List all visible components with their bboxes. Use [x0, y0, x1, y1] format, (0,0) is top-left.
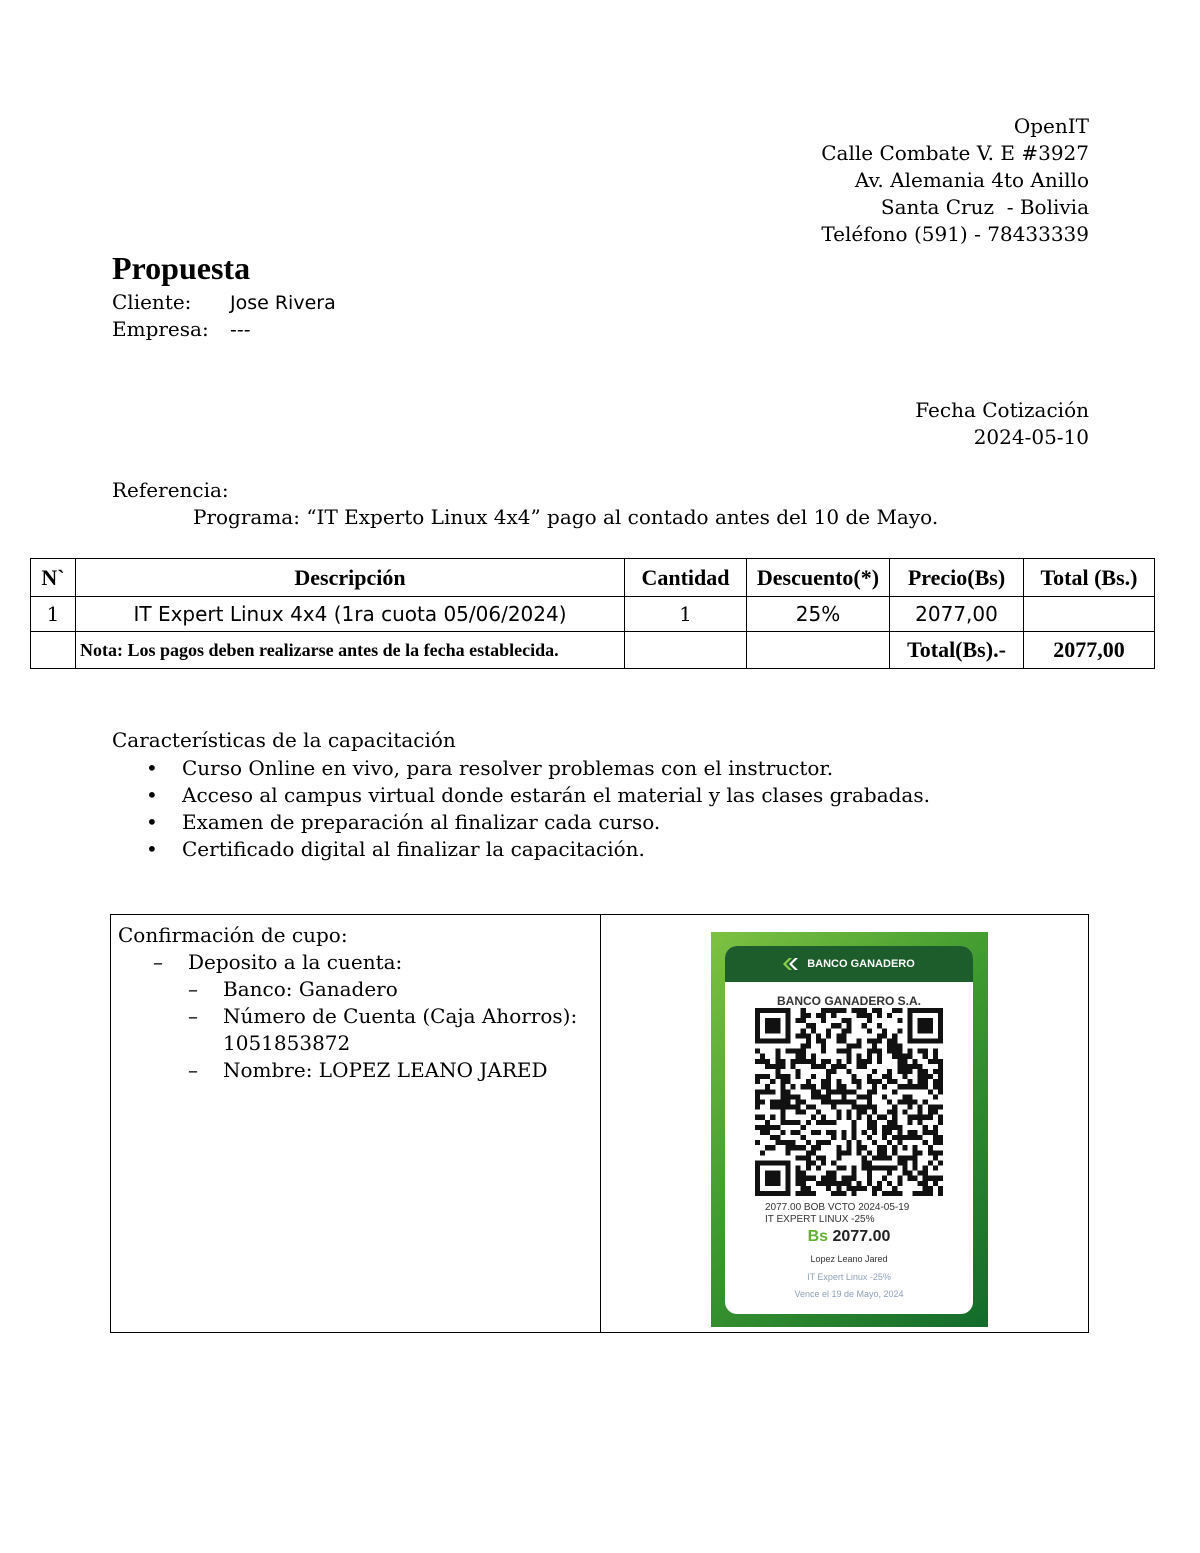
bullet-icon: •	[146, 810, 158, 834]
dash-icon: –	[188, 1058, 198, 1082]
reference-label: Referencia:	[112, 478, 229, 502]
list-item	[118, 1057, 577, 1084]
bank-logo-icon	[783, 958, 801, 970]
header-description: Descripción	[76, 559, 625, 597]
list-item	[112, 809, 930, 836]
table-row	[31, 597, 1155, 632]
cell-discount: 25%	[747, 597, 890, 632]
date-value: 2024-05-10	[973, 425, 1089, 449]
qr-amount	[725, 1228, 973, 1246]
list-item	[112, 755, 930, 782]
company-city: Santa Cruz - Bolivia	[880, 195, 1089, 219]
bank-header	[725, 946, 973, 982]
column-divider	[600, 915, 601, 1332]
list-item	[118, 949, 577, 976]
features-list	[112, 755, 930, 863]
confirmation-details	[118, 922, 577, 1084]
total-label: Total(Bs).-	[890, 632, 1024, 669]
empresa-label: Empresa:	[112, 317, 209, 341]
bullet-icon: •	[146, 837, 158, 861]
reference-text: Programa: “IT Experto Linux 4x4” pago al contado antes del 10 de Mayo.	[193, 505, 939, 529]
company-address-1: Calle Combate V. E #3927	[821, 141, 1089, 165]
cell-quantity: 1	[625, 597, 747, 632]
confirmation-box	[110, 914, 1089, 1333]
qr-card	[725, 946, 973, 1314]
list-item	[112, 782, 930, 809]
qr-currency: Bs	[807, 1228, 829, 1245]
client-label: Cliente:	[112, 290, 192, 314]
dash-icon: –	[188, 1004, 198, 1028]
account-label: Número de Cuenta (Caja Ahorros):	[223, 1004, 578, 1028]
bank-text: Banco: Ganadero	[223, 977, 398, 1001]
client-value: Jose Rivera	[230, 292, 336, 314]
date-label: Fecha Cotización	[915, 398, 1089, 422]
list-item	[118, 1003, 577, 1030]
feature-text: Curso Online en vivo, para resolver problemas con el instructor.	[182, 756, 834, 780]
cell-description: IT Expert Linux 4x4 (1ra cuota 05/06/2024)	[76, 597, 625, 632]
qr-concept-line: IT EXPERT LINUX -25%	[765, 1214, 875, 1225]
features-title: Características de la capacitación	[112, 728, 456, 752]
empresa-value: ---	[230, 319, 251, 341]
total-value: 2077,00	[1024, 632, 1155, 669]
dash-icon: –	[188, 977, 198, 1001]
list-item	[112, 836, 930, 863]
payment-note: Nota: Los pagos deben realizarse antes de la fecha establecida.	[76, 632, 625, 669]
header-price: Precio(Bs)	[890, 559, 1024, 597]
cell-empty	[747, 632, 890, 669]
qr-concept: IT Expert Linux -25%	[807, 1272, 891, 1282]
quote-date	[915, 397, 1089, 451]
company-phone: Teléfono (591) - 78433339	[821, 222, 1089, 246]
qr-amount-value: 2077.00	[832, 1228, 891, 1245]
bullet-icon: •	[146, 756, 158, 780]
feature-text: Acceso al campus virtual donde estarán el material y las clases grabadas.	[182, 783, 930, 807]
cell-total	[1024, 597, 1155, 632]
qr-payee: Lopez Leano Jared	[810, 1254, 888, 1264]
feature-text: Certificado digital al finalizar la capacitación.	[182, 837, 645, 861]
feature-text: Examen de preparación al finalizar cada curso.	[182, 810, 661, 834]
company-row	[112, 317, 251, 341]
table-total-row	[31, 632, 1155, 669]
quote-table	[30, 558, 1155, 669]
bullet-icon: •	[146, 783, 158, 807]
client-row	[112, 290, 336, 314]
cell-empty	[625, 632, 747, 669]
header-quantity: Cantidad	[625, 559, 747, 597]
dash-icon: –	[153, 950, 163, 974]
table-header-row	[31, 559, 1155, 597]
cell-empty	[31, 632, 76, 669]
cell-number: 1	[31, 597, 76, 632]
confirmation-title: Confirmación de cupo:	[118, 923, 348, 947]
cell-price: 2077,00	[890, 597, 1024, 632]
header-total: Total (Bs.)	[1024, 559, 1155, 597]
bank-name: BANCO GANADERO S.A.	[776, 994, 921, 1008]
account-holder: Nombre: LOPEZ LEANO JARED	[223, 1058, 548, 1082]
list-item	[118, 976, 577, 1003]
deposit-text: Deposito a la cuenta:	[188, 950, 403, 974]
document-title: Propuesta	[112, 250, 251, 286]
header-number: N`	[31, 559, 76, 597]
qr-payment-image	[711, 932, 988, 1327]
qr-code-icon	[755, 1008, 943, 1196]
company-address-2: Av. Alemania 4to Anillo	[854, 168, 1089, 192]
account-number: 1051853872	[223, 1031, 351, 1055]
qr-expiry: Vence el 19 de Mayo, 2024	[794, 1289, 904, 1299]
header-discount: Descuento(*)	[747, 559, 890, 597]
bank-header-text: BANCO GANADERO	[807, 958, 915, 970]
company-info	[821, 113, 1089, 248]
qr-amount-line: 2077.00 BOB VCTO 2024-05-19	[765, 1202, 910, 1213]
company-name: OpenIT	[1013, 114, 1089, 138]
